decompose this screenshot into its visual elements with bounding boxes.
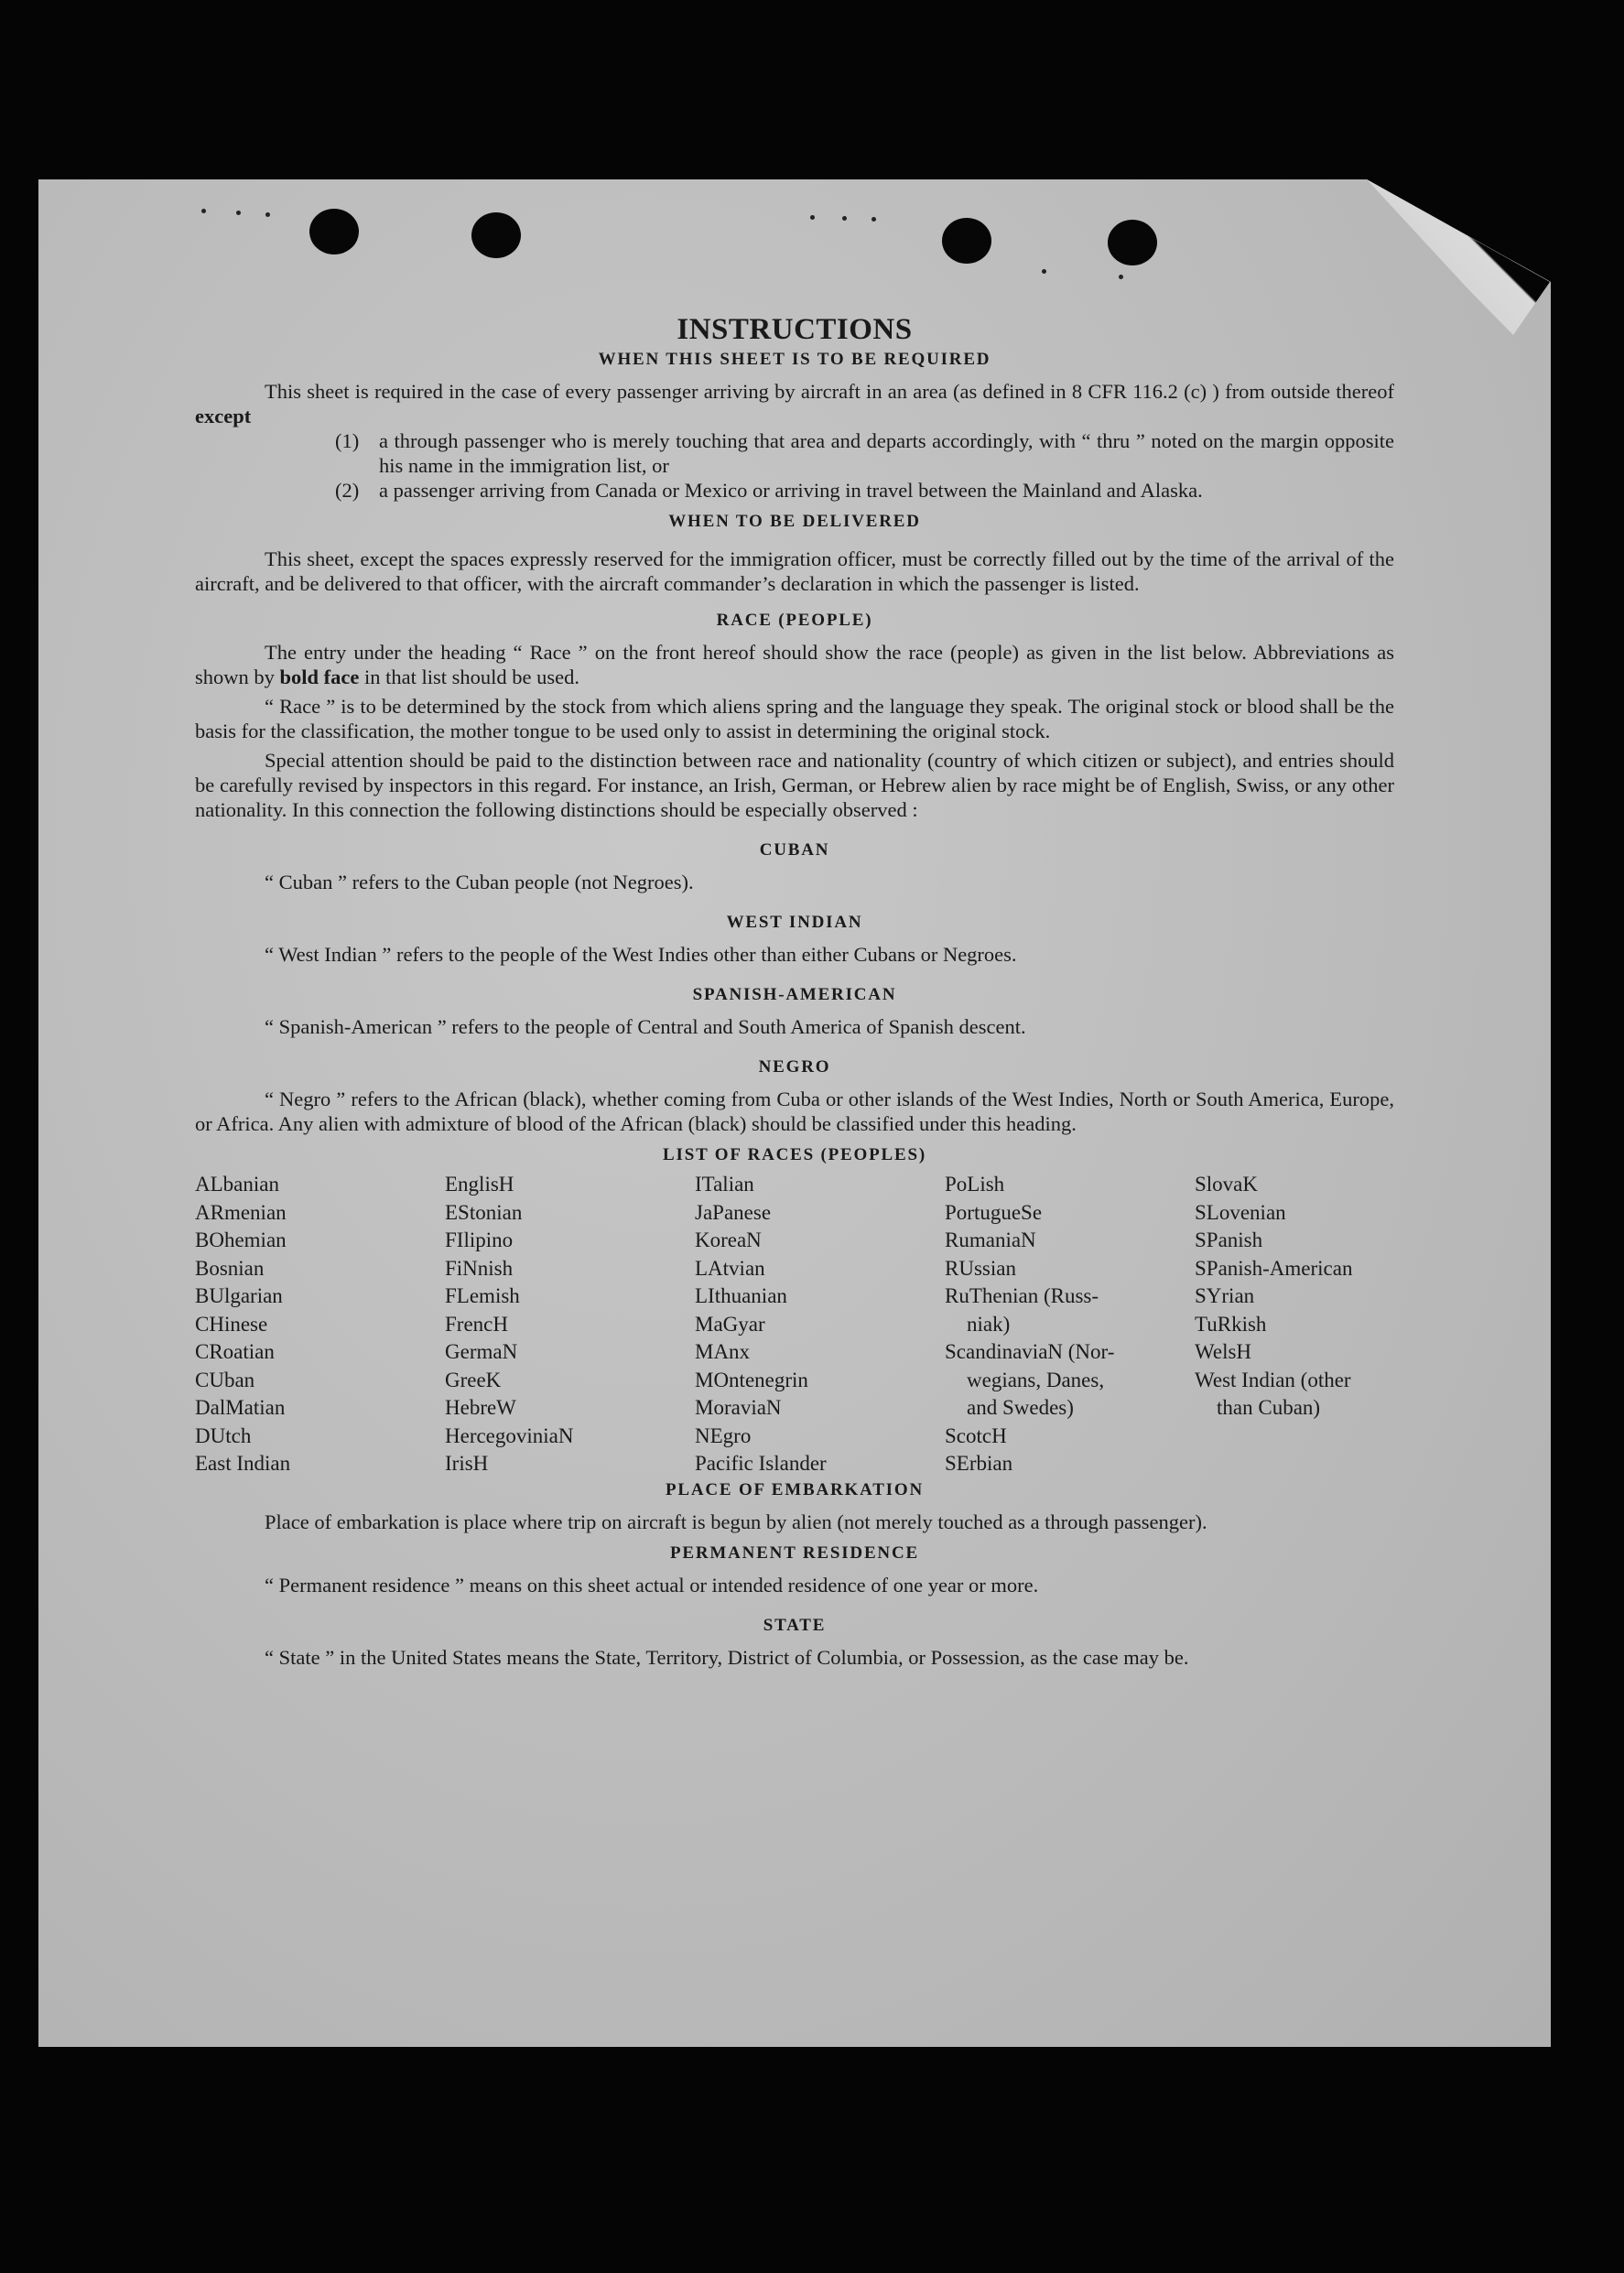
list-item: FrencH [445, 1312, 508, 1336]
list-item: RumaniaN [945, 1229, 1036, 1251]
paragraph: This sheet is required in the case of every passenger arriving by aircraft in an area (as defined in 8 CFR 116.2 (c) ) from outside thereof except [195, 380, 1394, 428]
section-heading: WHEN THIS SHEET IS TO BE REQUIRED [598, 350, 991, 369]
speck [842, 216, 847, 221]
list-item: Bosnian [195, 1256, 265, 1280]
list-item: IrisH [445, 1452, 489, 1475]
section-heading: PLACE OF EMBARKATION [666, 1479, 924, 1499]
list-item: DalMatian [195, 1396, 286, 1419]
race-column [1195, 1171, 1445, 1478]
list-item: WelsH [1195, 1340, 1252, 1363]
paragraph: “ West Indian ” refers to the people of the West Indies other than either Cubans or Negroes. [265, 943, 1017, 966]
punch-hole [471, 212, 521, 258]
list-item: MAnx [695, 1340, 751, 1363]
list-item: MOntenegrin [695, 1368, 808, 1391]
list-item: SPanish-American [1195, 1256, 1353, 1280]
list-item: PortugueSe [945, 1200, 1043, 1224]
speck [1042, 269, 1046, 274]
race-column [445, 1171, 695, 1478]
list-item: GermaN [445, 1340, 518, 1363]
list-item: East Indian [195, 1452, 291, 1475]
list-item: DUtch [195, 1423, 252, 1447]
speck [236, 211, 241, 215]
list-item: BOhemian [195, 1229, 287, 1251]
paragraph: The entry under the heading “ Race ” on the front hereof should show the race (people) as given in the list below. Abbreviations as shown by bold face in that list should be used. [195, 641, 1394, 688]
race-column [695, 1171, 945, 1478]
list-item: EStonian [445, 1200, 523, 1224]
list-item: and Swedes) [967, 1396, 1074, 1419]
section-heading: WEST INDIAN [726, 913, 863, 932]
list-item: FLemish [445, 1284, 520, 1307]
list-item: MoraviaN [695, 1396, 782, 1419]
instructions-content [195, 311, 1394, 1670]
paragraph: “ State ” in the United States means the State, Territory, District of Columbia, or Possession, as the case may be. [265, 1645, 1189, 1669]
list-item: SlovaK [1195, 1173, 1258, 1196]
list-item: FiNnish [445, 1256, 514, 1280]
punch-hole [309, 209, 359, 254]
list-item: MaGyar [695, 1312, 765, 1336]
paragraph: “ Permanent residence ” means on this sheet actual or intended residence of one year or more. [265, 1573, 1039, 1597]
list-item: CRoatian [195, 1340, 275, 1363]
section-heading: STATE [763, 1615, 827, 1635]
paragraph: “ Spanish-American ” refers to the people of Central and South America of Spanish descent. [265, 1015, 1026, 1038]
list-item: SLovenian [1195, 1200, 1286, 1224]
race-list [195, 1171, 1394, 1478]
paragraph: This sheet, except the spaces expressly reserved for the immigration officer, must be correctly filled out by the time of the arrival of the aircraft, and be delivered to that officer, with the aircraft commander’s declaration in which the passenger is listed. [195, 547, 1394, 595]
punch-hole [1108, 220, 1157, 265]
list-item: EnglisH [445, 1173, 514, 1196]
list-item: ScotcH [945, 1423, 1007, 1447]
list-item: TuRkish [1195, 1312, 1267, 1336]
list-item: wegians, Danes, [967, 1368, 1105, 1391]
list-item: HercegoviniaN [445, 1423, 574, 1447]
list-item: West Indian (other [1195, 1368, 1351, 1391]
list-item: Pacific Islander [695, 1452, 827, 1475]
list-item: (1) a through passenger who is merely touching that area and departs accordingly, with “ thru ” noted on the margin opposite his name in the immigration list, or [335, 429, 1394, 477]
section-heading: RACE (PEOPLE) [716, 611, 873, 630]
paragraph: Place of embarkation is place where trip on aircraft is begun by alien (not merely touched as a through passenger). [265, 1510, 1207, 1533]
section-heading: LIST OF RACES (PEOPLES) [663, 1145, 926, 1164]
speck [201, 209, 206, 213]
race-column [195, 1171, 445, 1478]
list-item: LAtvian [695, 1256, 765, 1280]
punch-hole [942, 218, 991, 264]
speck [1119, 275, 1123, 279]
list-item: SYrian [1195, 1284, 1255, 1307]
section-heading: NEGRO [758, 1057, 831, 1077]
list-item: RuThenian (Russ- [945, 1284, 1099, 1307]
page-title: INSTRUCTIONS [677, 313, 913, 346]
paragraph: Special attention should be paid to the distinction between race and nationality (country of which citizen or subject), and entries should be carefully revised by inspectors in this regard. For instance, an Irish, German, or Hebrew alien by race might be of English, Swiss, or any other nationality. In this connection the following distinctions should be especially observed : [195, 749, 1394, 821]
list-item: CHinese [195, 1312, 268, 1336]
list-item: SErbian [945, 1452, 1013, 1475]
race-column [945, 1171, 1195, 1478]
list-item: than Cuban) [1217, 1396, 1321, 1419]
paragraph: “ Race ” is to be determined by the stock from which aliens spring and the language they speak. The original stock or blood shall be the basis for the classification, the mother tongue to be used only to assist in determining the original stock. [195, 695, 1394, 742]
list-item: BUlgarian [195, 1284, 283, 1307]
list-item: RUssian [945, 1256, 1016, 1280]
list-item: FIlipino [445, 1229, 514, 1251]
speck [810, 215, 815, 220]
list-item: KoreaN [695, 1229, 762, 1251]
list-item: HebreW [445, 1396, 516, 1419]
section-heading: SPANISH-AMERICAN [692, 985, 897, 1004]
section-heading: CUBAN [759, 840, 830, 860]
list-item: ALbanian [195, 1173, 279, 1196]
list-item: niak) [967, 1312, 1011, 1336]
list-item: JaPanese [695, 1200, 772, 1224]
paragraph: “ Cuban ” refers to the Cuban people (not Negroes). [265, 871, 694, 893]
list-item: PoLish [945, 1173, 1005, 1196]
list-item: ARmenian [195, 1200, 287, 1224]
list-item: GreeK [445, 1368, 502, 1391]
list-item: ScandinaviaN (Nor- [945, 1340, 1115, 1363]
exception-list [335, 428, 1394, 503]
list-item: LIthuanian [695, 1284, 787, 1307]
list-item: (2) a passenger arriving from Canada or Mexico or arriving in travel between the Mainland and Alaska. [335, 479, 1203, 502]
speck [265, 212, 270, 217]
list-item: NEgro [695, 1423, 752, 1447]
list-item: ITalian [695, 1173, 754, 1196]
list-item: CUban [195, 1368, 255, 1391]
list-item: SPanish [1195, 1229, 1263, 1251]
speck [872, 217, 876, 222]
section-heading: WHEN TO BE DELIVERED [668, 512, 921, 531]
paragraph: “ Negro ” refers to the African (black), whether coming from Cuba or other islands of the West Indies, North or South America, Europe, or Africa. Any alien with admixture of blood of the African (black) should be classified under this heading. [195, 1088, 1394, 1135]
section-heading: PERMANENT RESIDENCE [670, 1542, 919, 1563]
